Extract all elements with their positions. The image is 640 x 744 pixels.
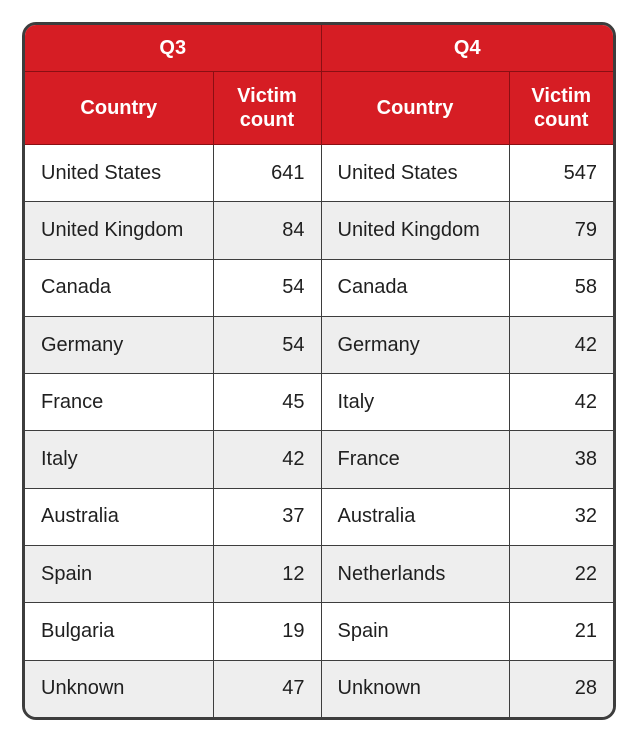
table-row [25,145,613,202]
column-header-victim-count: Victim count [509,72,613,145]
q4-country-cell: United Kingdom [321,202,509,259]
q3-country-cell: Germany [25,316,213,373]
table-row [25,202,613,259]
group-header-q4: Q4 [321,25,613,72]
q4-country-cell: Netherlands [321,546,509,603]
q3-victim-count-cell: 45 [213,374,321,431]
q4-country-cell: France [321,431,509,488]
q4-country-cell: Canada [321,259,509,316]
q4-country-cell: Italy [321,374,509,431]
table-row [25,259,613,316]
q3-country-cell: United Kingdom [25,202,213,259]
q4-victim-count-cell: 58 [509,259,613,316]
q3-country-cell: United States [25,145,213,202]
table-row [25,488,613,545]
q4-victim-count-cell: 28 [509,660,613,717]
q4-country-cell: Germany [321,316,509,373]
q3-country-cell: France [25,374,213,431]
q3-country-cell: Unknown [25,660,213,717]
victim-count-table [25,25,613,717]
table-row [25,316,613,373]
column-header-victim-count: Victim count [213,72,321,145]
q4-victim-count-cell: 22 [509,546,613,603]
q3-country-cell: Spain [25,546,213,603]
q4-victim-count-cell: 547 [509,145,613,202]
q3-victim-count-cell: 42 [213,431,321,488]
group-header-q3: Q3 [25,25,321,72]
table-row [25,431,613,488]
q3-victim-count-cell: 54 [213,259,321,316]
q3-country-cell: Bulgaria [25,603,213,660]
q4-country-cell: United States [321,145,509,202]
q4-victim-count-cell: 38 [509,431,613,488]
q4-victim-count-cell: 42 [509,316,613,373]
q4-country-cell: Unknown [321,660,509,717]
q3-country-cell: Canada [25,259,213,316]
table-row [25,546,613,603]
table-body [25,145,613,718]
column-header-row [25,72,613,145]
q3-victim-count-cell: 47 [213,660,321,717]
q3-victim-count-cell: 54 [213,316,321,373]
column-header-country: Country [25,72,213,145]
quarter-header-row [25,25,613,72]
q4-victim-count-cell: 79 [509,202,613,259]
q4-victim-count-cell: 21 [509,603,613,660]
q4-victim-count-cell: 42 [509,374,613,431]
table-frame [22,22,616,720]
table-row [25,603,613,660]
q3-country-cell: Italy [25,431,213,488]
table-row [25,660,613,717]
q4-victim-count-cell: 32 [509,488,613,545]
q3-victim-count-cell: 19 [213,603,321,660]
q3-victim-count-cell: 12 [213,546,321,603]
q3-country-cell: Australia [25,488,213,545]
q4-country-cell: Australia [321,488,509,545]
q3-victim-count-cell: 84 [213,202,321,259]
table-row [25,374,613,431]
q4-country-cell: Spain [321,603,509,660]
column-header-country: Country [321,72,509,145]
q3-victim-count-cell: 37 [213,488,321,545]
q3-victim-count-cell: 641 [213,145,321,202]
